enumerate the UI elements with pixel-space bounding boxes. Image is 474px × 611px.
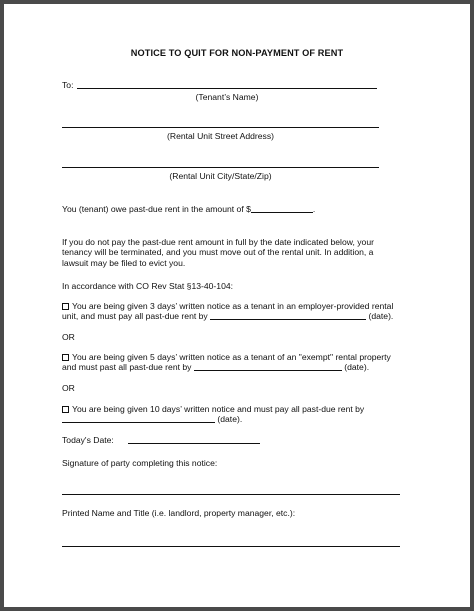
option-10-days-line-1: You are being given 10 days’ written notice and must pay all past-due rent by bbox=[72, 404, 365, 414]
or-separator-2: OR bbox=[62, 383, 75, 393]
option-10-days-date-label: (date). bbox=[217, 414, 243, 425]
printed-name-label: Printed Name and Title (i.e. landlord, property manager, etc.): bbox=[62, 508, 296, 518]
option-3-days-line-1: You are being given 3 days’ written notice as a tenant in an employer-provided rental bbox=[72, 301, 394, 311]
street-address-line[interactable] bbox=[62, 127, 379, 128]
tenant-name-caption: (Tenant’s Name) bbox=[195, 92, 259, 102]
option-5-days-line-1: You are being given 5 days’ written notice as a tenant of an "exempt" rental property bbox=[72, 352, 391, 362]
option-5-days-date-blank[interactable] bbox=[194, 362, 342, 371]
option-10-days-date-blank[interactable] bbox=[62, 414, 215, 423]
amount-owed-text: You (tenant) owe past-due rent in the amount of $ bbox=[62, 204, 251, 214]
option-5-days bbox=[62, 352, 432, 373]
option-10-days-checkbox[interactable] bbox=[62, 406, 69, 413]
city-state-zip-caption: (Rental Unit City/State/Zip) bbox=[169, 171, 272, 181]
option-5-days-date-label: (date). bbox=[344, 362, 370, 373]
warning-line-2: tenancy will be terminated, and you must move out of the rental unit. In addition, a bbox=[62, 247, 374, 258]
option-3-days-date-label: (date). bbox=[368, 311, 394, 322]
city-state-zip-line[interactable] bbox=[62, 167, 379, 168]
warning-line-1: If you do not pay the past-due rent amount in full by the date indicated below, your bbox=[62, 237, 374, 247]
todays-date-label: Today's Date: bbox=[62, 435, 114, 445]
tenant-name-line[interactable] bbox=[77, 88, 377, 89]
amount-owed-period: . bbox=[312, 204, 316, 214]
option-3-days-date-blank[interactable] bbox=[210, 311, 366, 320]
statute-text: In accordance with CO Rev Stat §13-40-104: bbox=[62, 281, 234, 291]
notice-document bbox=[4, 4, 470, 607]
street-address-caption: (Rental Unit Street Address) bbox=[167, 131, 274, 141]
or-separator-1: OR bbox=[62, 332, 75, 342]
amount-owed-blank[interactable] bbox=[251, 204, 316, 214]
signature-label: Signature of party completing this notice: bbox=[62, 458, 218, 468]
option-3-days-line-2: unit, and must pay all past-due rent by bbox=[62, 311, 208, 322]
option-10-days bbox=[62, 404, 432, 425]
option-5-days-checkbox[interactable] bbox=[62, 354, 69, 361]
signature-line[interactable] bbox=[62, 494, 400, 495]
to-label: To: bbox=[62, 80, 74, 90]
warning-paragraph bbox=[62, 237, 422, 268]
option-5-days-line-2: and must past all past-due rent by bbox=[62, 362, 192, 373]
printed-name-line[interactable] bbox=[62, 546, 400, 547]
amount-owed-sentence bbox=[62, 204, 315, 215]
option-3-days-checkbox[interactable] bbox=[62, 303, 69, 310]
document-title: NOTICE TO QUIT FOR NON-PAYMENT OF RENT bbox=[130, 48, 344, 58]
option-3-days bbox=[62, 301, 432, 322]
warning-line-3: lawsuit may be filed to evict you. bbox=[62, 257, 186, 268]
todays-date-line[interactable] bbox=[128, 443, 260, 444]
